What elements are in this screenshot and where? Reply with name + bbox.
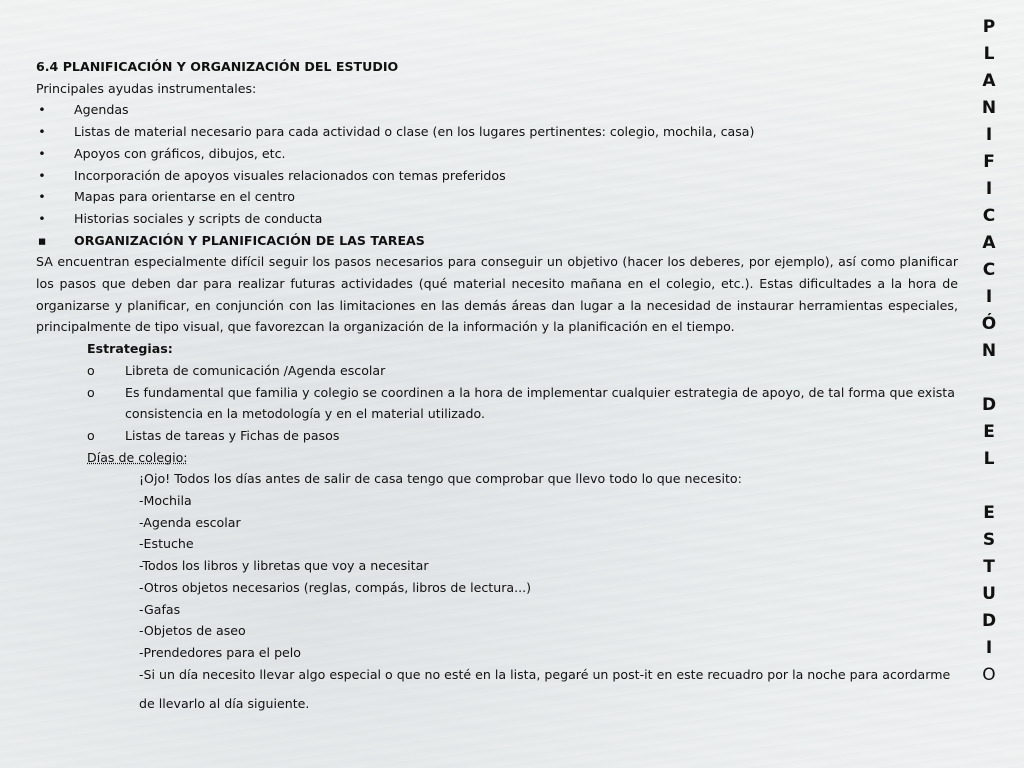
vertical-letter: I — [985, 125, 993, 145]
list-item: • Listas de material necesario para cada actividad o clase (en los lugares pertinentes: colegio, mochila, casa) — [36, 121, 958, 143]
section-heading: 6.4 PLANIFICACIÓN Y ORGANIZACIÓN DEL ESTUDIO — [36, 59, 399, 74]
circle-bullet-icon: o — [87, 384, 95, 400]
vertical-title — [977, 14, 1001, 689]
vertical-letter: E — [983, 503, 995, 523]
vertical-letter: S — [982, 530, 996, 550]
school-days-title: Días de colegio: — [87, 449, 188, 465]
vertical-letter: E — [983, 422, 995, 442]
list-item: o Es fundamental que familia y colegio se coordinen a la hora de implementar cualquier estrategia de apoyo, de tal forma que exista consistencia en la metodología y en el material utilizado. — [36, 382, 958, 425]
vertical-letter: C — [982, 206, 996, 226]
circle-bullet-icon: o — [87, 427, 95, 443]
list-item: • Agendas — [36, 99, 958, 121]
vertical-letter: A — [982, 233, 996, 253]
vertical-letter: C — [982, 260, 996, 280]
vertical-letter: T — [983, 557, 995, 577]
square-bullet-icon: ▪ — [37, 232, 47, 248]
vertical-letter: N — [981, 341, 997, 361]
checklist-item: -Objetos de aseo — [139, 623, 246, 639]
vertical-letter: P — [982, 17, 996, 37]
vertical-letter: I — [985, 179, 993, 199]
vertical-letter: N — [981, 98, 997, 118]
list-item: • Mapas para orientarse en el centro — [36, 186, 958, 208]
checklist-item-continued: de llevarlo al día siguiente. — [139, 696, 310, 712]
bullet-icon: • — [38, 124, 46, 140]
slide-content — [36, 56, 958, 715]
checklist-item: -Todos los libros y libretas que voy a necesitar — [139, 558, 429, 574]
bullet-icon: • — [38, 145, 46, 161]
subsection-title: ▪ ORGANIZACIÓN Y PLANIFICACIÓN DE LAS TAREAS — [36, 230, 958, 252]
vertical-letter: L — [983, 449, 995, 469]
checklist — [36, 490, 958, 715]
checklist-item: -Gafas — [139, 601, 181, 617]
vertical-letter: I — [985, 638, 993, 658]
vertical-letter: L — [983, 44, 995, 64]
checklist-item: -Otros objetos necesarios (reglas, compás, libros de lectura...) — [139, 579, 532, 595]
vertical-letter: D — [981, 395, 997, 415]
vertical-letter — [977, 365, 1001, 392]
vertical-letter — [977, 473, 1001, 500]
list-item: • Incorporación de apoyos visuales relacionados con temas preferidos — [36, 165, 958, 187]
bullet-icon: • — [38, 210, 46, 226]
bullet-icon: • — [38, 167, 46, 183]
bullet-icon: • — [38, 102, 46, 118]
vertical-letter: D — [981, 611, 997, 631]
vertical-letter: A — [982, 71, 996, 91]
vertical-letter: F — [983, 152, 995, 172]
aids-list — [36, 99, 958, 251]
vertical-letter: I — [985, 287, 993, 307]
strategies-list — [36, 360, 958, 447]
checklist-item: -Prendedores para el pelo — [139, 644, 302, 660]
vertical-letter: U — [982, 584, 996, 604]
checklist-item: -Si un día necesito llevar algo especial o que no esté en la lista, pegaré un post-it en este recuadro por la noche para acordarme — [139, 666, 951, 682]
checklist-intro: ¡Ojo! Todos los días antes de salir de casa tengo que comprobar que llevo todo lo que necesito: — [139, 471, 742, 487]
vertical-letter: O — [982, 665, 996, 685]
list-item: o Libreta de comunicación /Agenda escolar — [36, 360, 958, 382]
list-item: • Apoyos con gráficos, dibujos, etc. — [36, 143, 958, 165]
list-item: • Historias sociales y scripts de conducta — [36, 208, 958, 230]
aids-intro: Principales ayudas instrumentales: — [36, 80, 257, 96]
checklist-item: -Agenda escolar — [139, 514, 241, 530]
strategies-title: Estrategias: — [87, 341, 173, 357]
checklist-item: -Estuche — [139, 536, 194, 552]
circle-bullet-icon: o — [87, 362, 95, 378]
body-paragraph: SA encuentran especialmente difícil seguir los pasos necesarios para conseguir un objetivo (hacer los deberes, por ejemplo), así como planificar los pasos que deben dar para realizar futuras actividades (qué material necesito mañana en el colegio, etc.). Estas dificultades a la hora de organizarse y planificar, en conjunción con las limitaciones en las demás áreas dan lugar a la necesidad de instaurar herramientas especiales, principalmente de tipo visual, que favorezcan la organización de la información y la planificación en el tiempo. — [36, 254, 958, 335]
checklist-item: -Mochila — [139, 493, 192, 509]
bullet-icon: • — [38, 189, 46, 205]
vertical-letter: Ó — [981, 314, 997, 334]
list-item: o Listas de tareas y Fichas de pasos — [36, 425, 958, 447]
